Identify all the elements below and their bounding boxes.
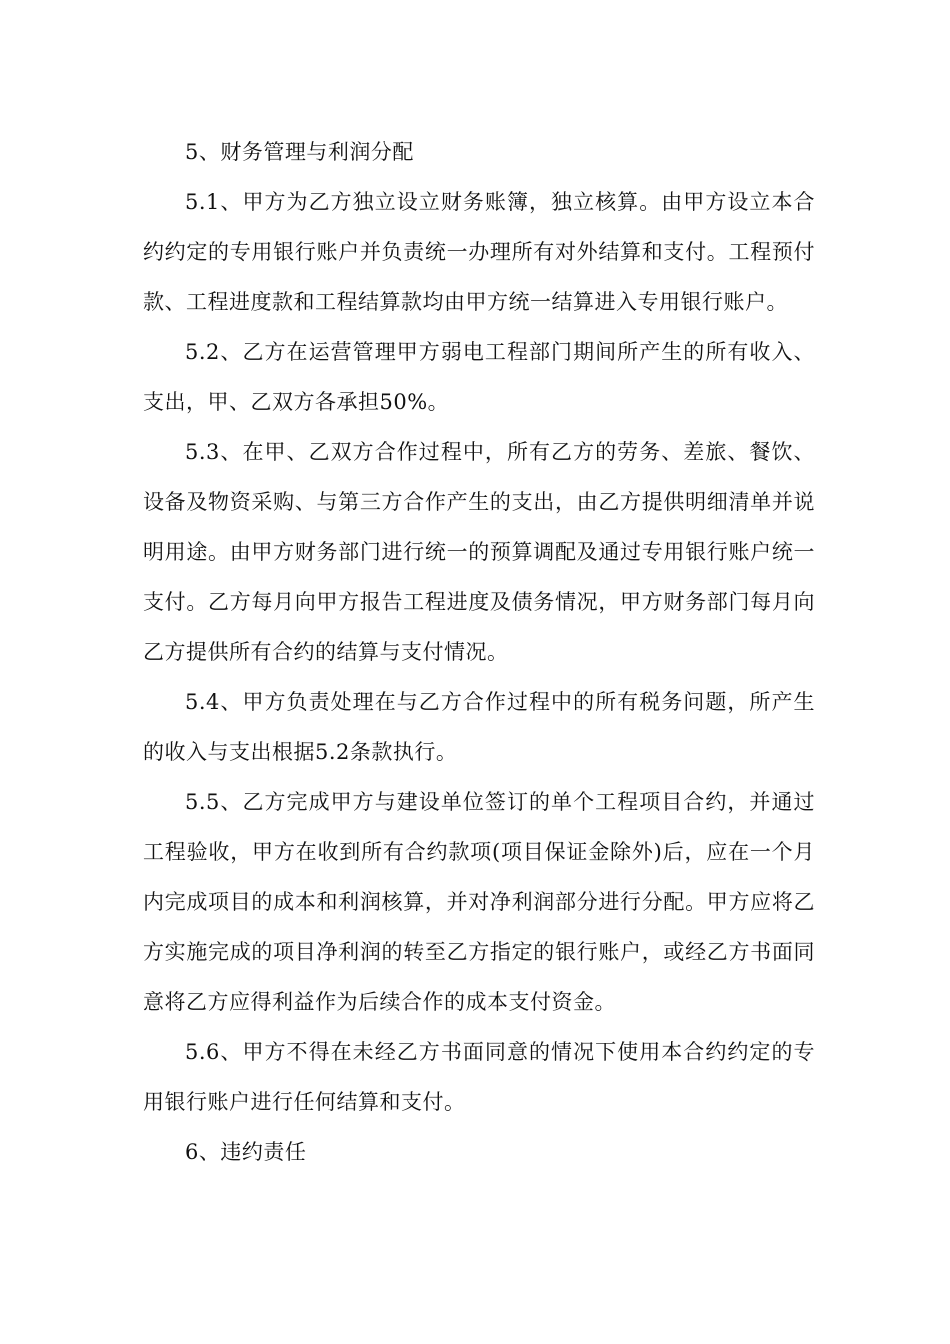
document-body bbox=[143, 127, 815, 1177]
clause-5-3: 5.3、在甲、乙双方合作过程中，所有乙方的劳务、差旅、餐饮、设备及物资采购、与第三方合作产生的支出，由乙方提供明细清单并说明用途。由甲方财务部门进行统一的预算调配及通过专用银行账户统一支付。乙方每月向甲方报告工程进度及债务情况，甲方财务部门每月向乙方提供所有合约的结算与支付情况。 bbox=[143, 440, 815, 664]
section-heading-finance: 5、财务管理与利润分配 bbox=[185, 140, 414, 164]
clause-5-5: 5.5、乙方完成甲方与建设单位签订的单个工程项目合约，并通过工程验收，甲方在收到所有合约款项(项目保证金除外)后，应在一个月内完成项目的成本和利润核算，并对净利润部分进行分配。甲方应将乙方实施完成的项目净利润的转至乙方指定的银行账户，或经乙方书面同意将乙方应得利益作为后续合作的成本支付资金。 bbox=[143, 790, 815, 1014]
clause-5-1: 5.1、甲方为乙方独立设立财务账簿，独立核算。由甲方设立本合约约定的专用银行账户并负责统一办理所有对外结算和支付。工程预付款、工程进度款和工程结算款均由甲方统一结算进入专用银行账户。 bbox=[143, 190, 815, 314]
clause-5-4: 5.4、甲方负责处理在与乙方合作过程中的所有税务问题，所产生的收入与支出根据5.2条款执行。 bbox=[143, 690, 815, 764]
clause-5-6: 5.6、甲方不得在未经乙方书面同意的情况下使用本合约约定的专用银行账户进行任何结算和支付。 bbox=[143, 1040, 815, 1114]
clause-5-2: 5.2、乙方在运营管理甲方弱电工程部门期间所产生的所有收入、支出，甲、乙双方各承担50%。 bbox=[143, 340, 815, 414]
section-heading-liability: 6、违约责任 bbox=[185, 1140, 307, 1164]
